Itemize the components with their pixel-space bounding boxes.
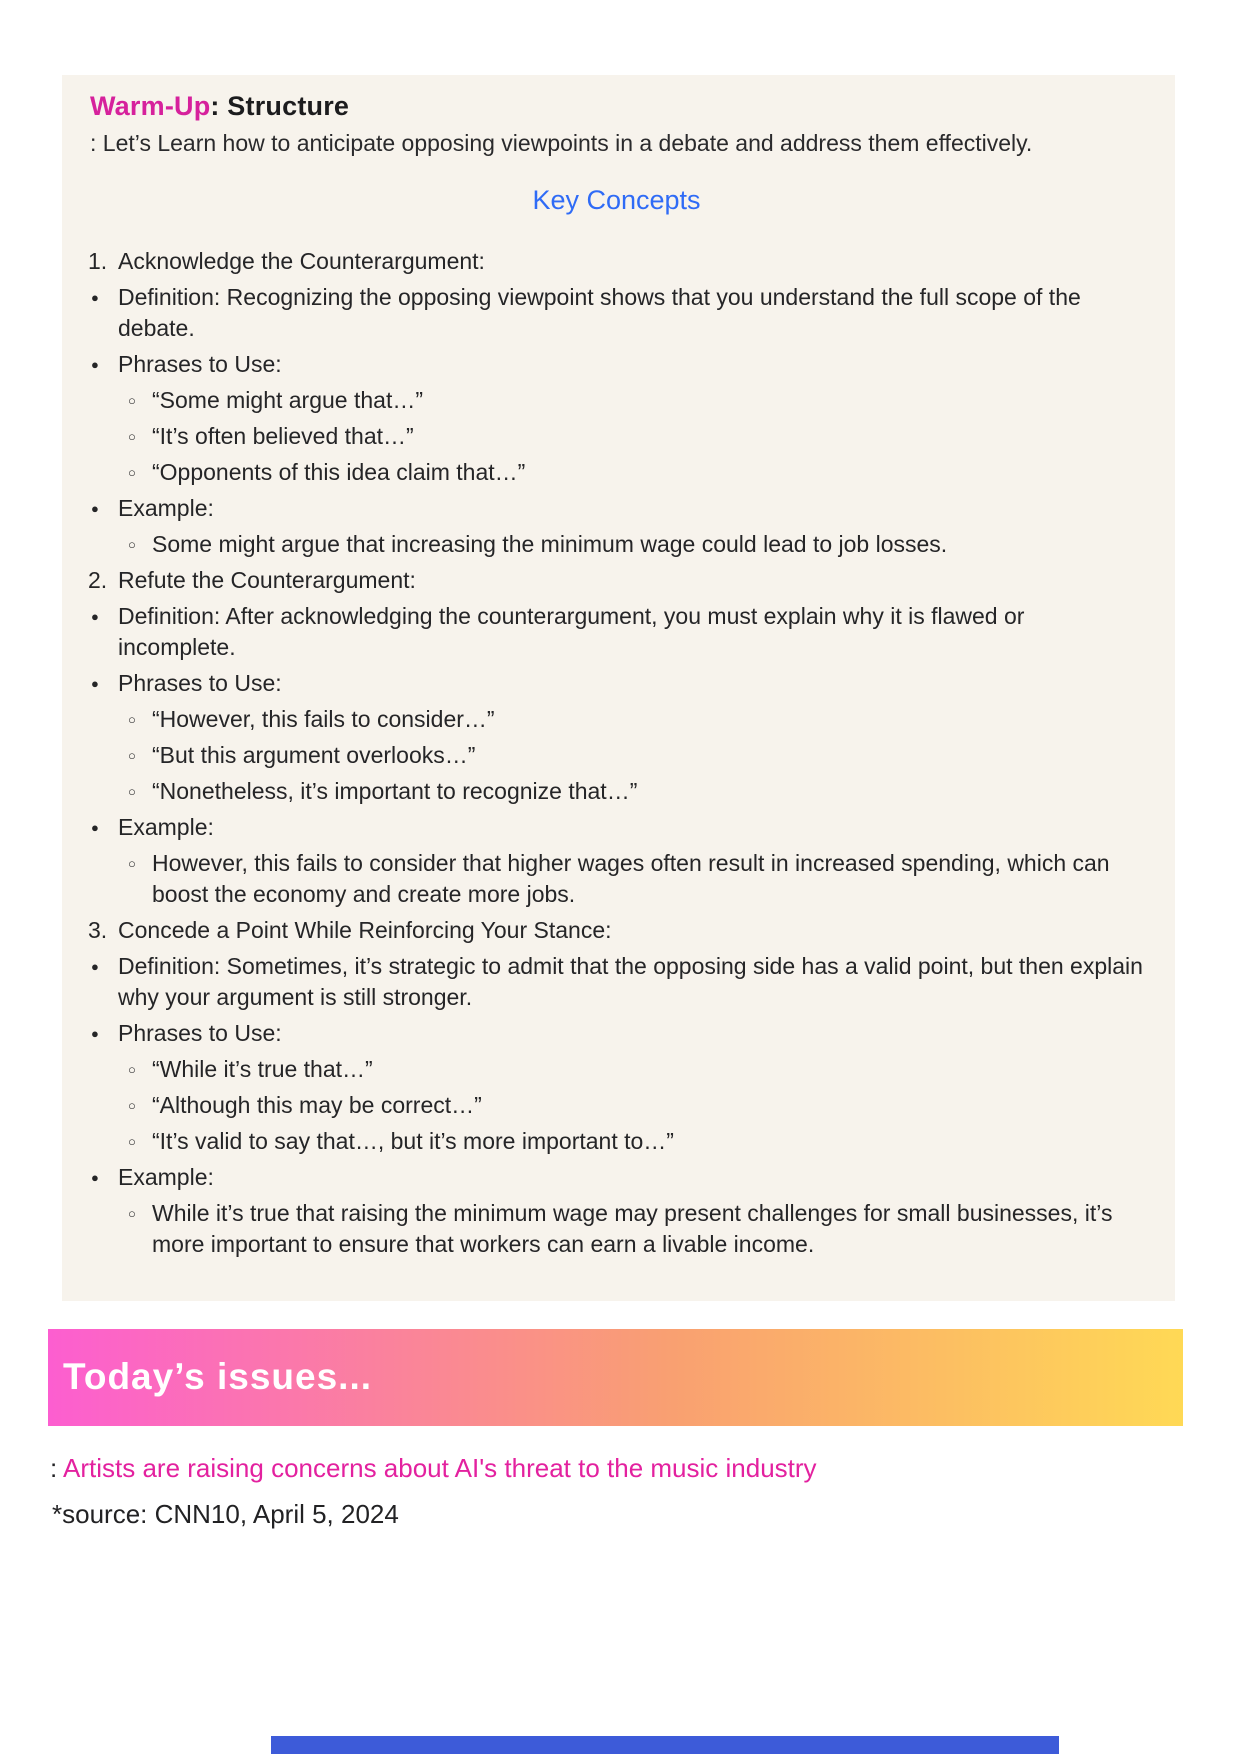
concept-title: Acknowledge the Counterargument: [118, 248, 485, 274]
concept-title-row [88, 246, 1145, 277]
circle-bullet-icon: ○ [128, 465, 136, 480]
example-label-row [88, 1162, 1145, 1193]
phrase-row [88, 1126, 1145, 1157]
phrases-sublist [88, 1054, 1145, 1157]
circle-bullet-icon: ○ [128, 537, 136, 552]
banner-label: Today’s issues... [63, 1356, 373, 1397]
embedded-video-top-edge[interactable] [271, 1736, 1059, 1754]
disc-bullet-icon: ● [91, 1170, 99, 1185]
example-text: Some might argue that increasing the minimum wage could lead to job losses. [152, 531, 948, 557]
example-text: While it’s true that raising the minimum wage may present challenges for small businesses, it’s more important to ensure that workers can earn a livable income. [152, 1200, 1113, 1257]
phrase-row [88, 1054, 1145, 1085]
disc-bullet-icon: ● [91, 1026, 99, 1041]
concept-number: 3. [88, 917, 108, 943]
key-concepts-heading: Key Concepts [532, 185, 701, 215]
topic-headline [50, 1451, 817, 1485]
concept-number: 2. [88, 567, 108, 593]
disc-bullet-icon: ● [91, 357, 99, 372]
concept-item [88, 915, 1145, 1260]
phrase-text: “However, this fails to consider…” [152, 706, 495, 732]
concept-title-row [88, 565, 1145, 596]
phrase-text: “Although this may be correct…” [152, 1092, 482, 1118]
circle-bullet-icon: ○ [128, 1206, 136, 1221]
phrase-row [88, 1090, 1145, 1121]
circle-bullet-icon: ○ [128, 856, 136, 871]
concept-item [88, 246, 1145, 560]
circle-bullet-icon: ○ [128, 393, 136, 408]
example-text: However, this fails to consider that higher wages often result in increased spending, which can boost the economy and create more jobs. [152, 850, 1110, 907]
circle-bullet-icon: ○ [128, 784, 136, 799]
example-label: Example: [118, 1164, 214, 1190]
card-subtitle: : Let’s Learn how to anticipate opposing viewpoints in a debate and address them effectively. [90, 130, 1033, 156]
phrase-text: “Some might argue that…” [152, 387, 424, 413]
example-row [88, 529, 1145, 560]
headline-prefix: : [50, 1453, 64, 1483]
phrases-label: Phrases to Use: [118, 670, 282, 696]
example-row [88, 1198, 1145, 1260]
definition-row [88, 951, 1145, 1013]
disc-bullet-icon: ● [91, 501, 99, 516]
phrase-row [88, 740, 1145, 771]
card-title-rest: : Structure [210, 91, 350, 121]
phrases-label-row [88, 349, 1145, 380]
circle-bullet-icon: ○ [128, 1062, 136, 1077]
phrases-sublist [88, 704, 1145, 807]
phrases-label: Phrases to Use: [118, 351, 282, 377]
concept-number: 1. [88, 248, 108, 274]
phrases-label: Phrases to Use: [118, 1020, 282, 1046]
definition-text: Definition: Recognizing the opposing viewpoint shows that you understand the full scope of the debate. [118, 284, 1081, 341]
phrase-row [88, 704, 1145, 735]
headline-text: Artists are raising concerns about AI's threat to the music industry [63, 1453, 817, 1483]
concept-title: Concede a Point While Reinforcing Your Stance: [118, 917, 612, 943]
card-title [90, 91, 1145, 122]
disc-bullet-icon: ● [91, 290, 99, 305]
concepts-list [88, 246, 1145, 1260]
phrases-sublist [88, 385, 1145, 488]
phrase-text: “Opponents of this idea claim that…” [152, 459, 526, 485]
phrase-row [88, 421, 1145, 452]
phrase-row [88, 385, 1145, 416]
circle-bullet-icon: ○ [128, 429, 136, 444]
circle-bullet-icon: ○ [128, 1098, 136, 1113]
definition-row [88, 601, 1145, 663]
warmup-card [62, 75, 1175, 1301]
disc-bullet-icon: ● [91, 820, 99, 835]
concept-title: Refute the Counterargument: [118, 567, 416, 593]
phrase-row [88, 457, 1145, 488]
phrase-text: “It’s often believed that…” [152, 423, 414, 449]
concept-item [88, 565, 1145, 910]
disc-bullet-icon: ● [91, 609, 99, 624]
example-label-row [88, 812, 1145, 843]
phrases-label-row [88, 668, 1145, 699]
disc-bullet-icon: ● [91, 676, 99, 691]
card-title-highlight: Warm-Up [90, 91, 211, 121]
concept-title-row [88, 915, 1145, 946]
phrase-text: “Nonetheless, it’s important to recognize that…” [152, 778, 638, 804]
source-line: *source: CNN10, April 5, 2024 [52, 1499, 399, 1529]
phrase-text: “It’s valid to say that…, but it’s more important to…” [152, 1128, 674, 1154]
phrase-row [88, 776, 1145, 807]
definition-row [88, 282, 1145, 344]
example-label: Example: [118, 495, 214, 521]
definition-text: Definition: Sometimes, it’s strategic to admit that the opposing side has a valid point, but then explain why your argument is still stronger. [118, 953, 1143, 1010]
phrase-text: “But this argument overlooks…” [152, 742, 476, 768]
example-label-row [88, 493, 1145, 524]
phrases-label-row [88, 1018, 1145, 1049]
definition-text: Definition: After acknowledging the counterargument, you must explain why it is flawed or incomplete. [118, 603, 1025, 660]
example-row [88, 848, 1145, 910]
example-label: Example: [118, 814, 214, 840]
circle-bullet-icon: ○ [128, 1134, 136, 1149]
circle-bullet-icon: ○ [128, 748, 136, 763]
disc-bullet-icon: ● [91, 959, 99, 974]
circle-bullet-icon: ○ [128, 712, 136, 727]
phrase-text: “While it’s true that…” [152, 1056, 373, 1082]
todays-issues-banner [48, 1329, 1183, 1426]
